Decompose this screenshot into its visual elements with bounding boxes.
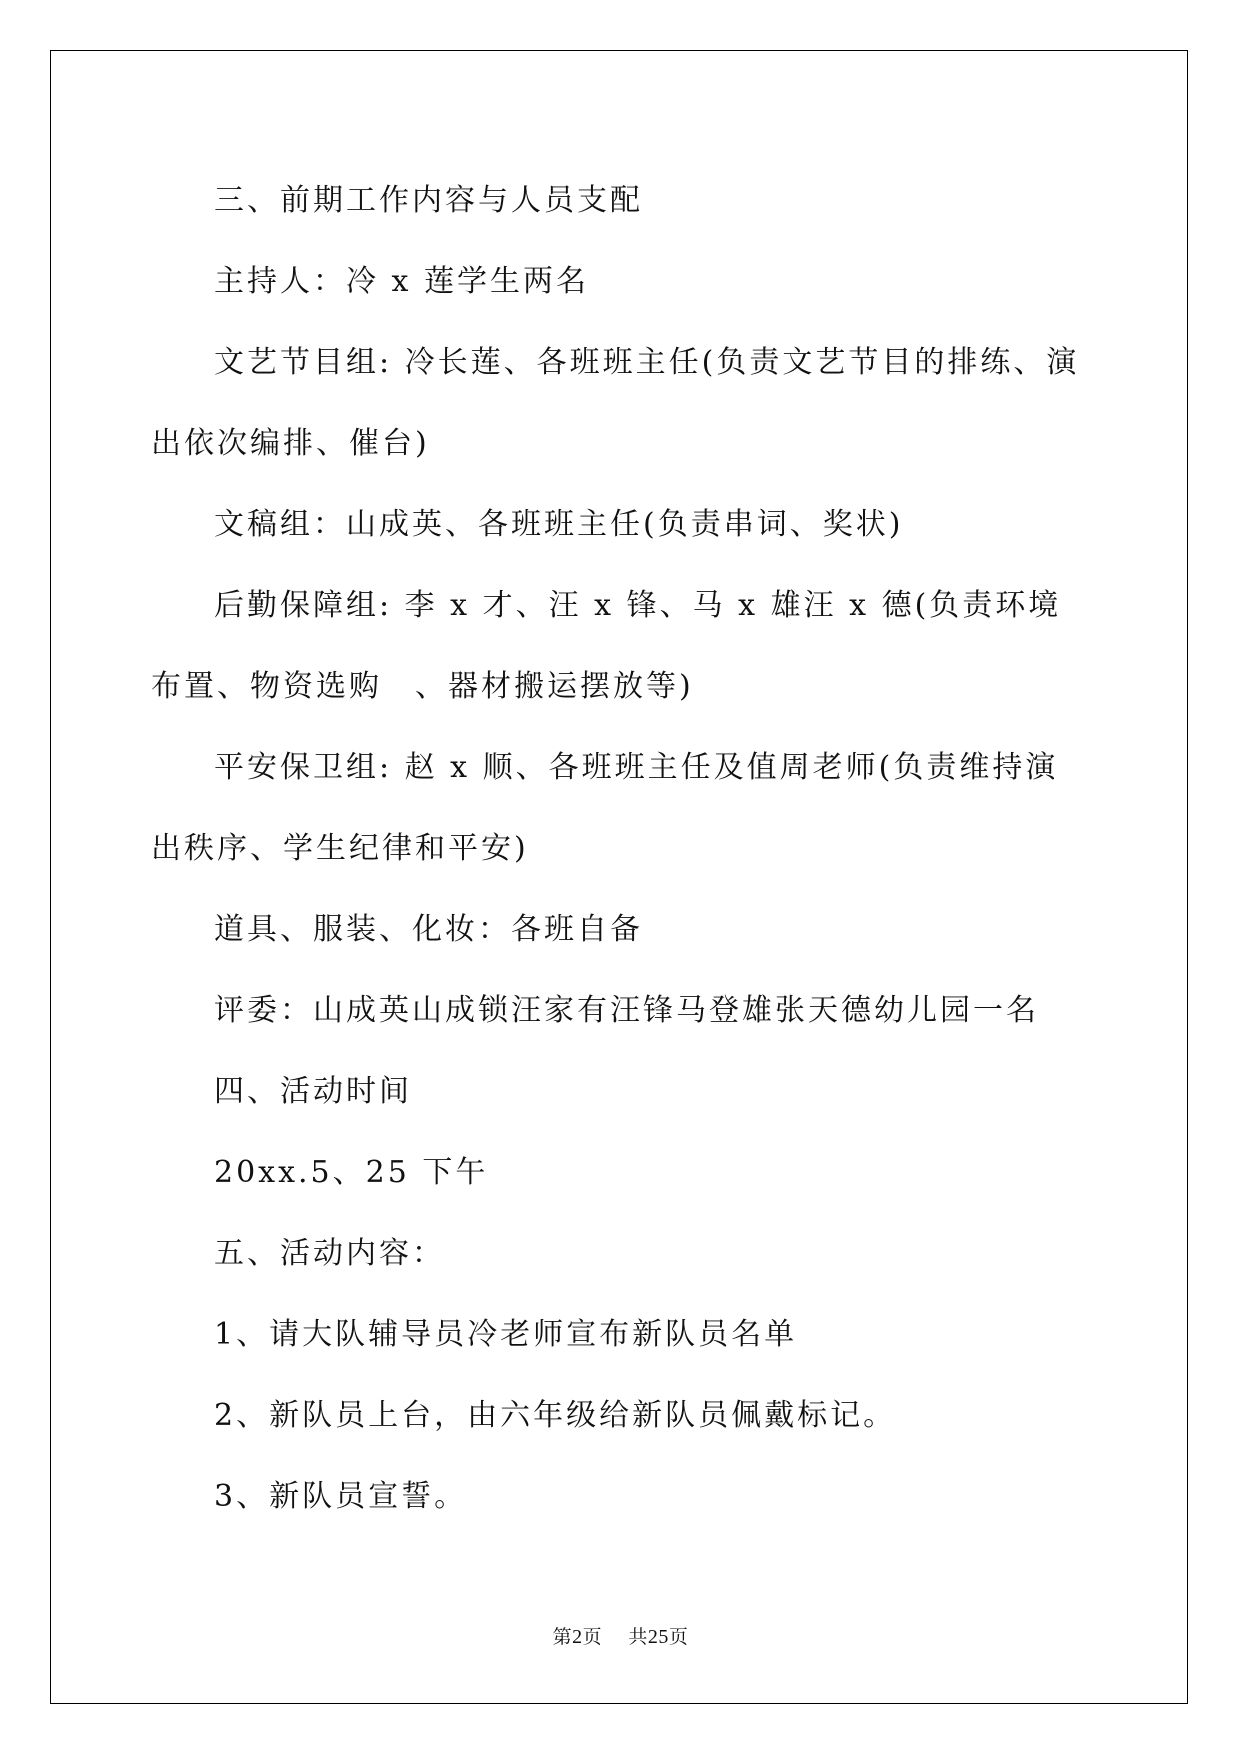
paragraph-performance-group: 文艺节目组: 冷长莲、各班班主任(负责文艺节目的排练、演出依次编排、催台) — [151, 345, 1080, 461]
paragraph-date: 20xx.5、25 下午 — [214, 1155, 489, 1190]
paragraph-security-group: 平安保卫组: 赵 x 顺、各班班主任及值周老师(负责维持演出秩序、学生纪律和平安) — [151, 750, 1059, 866]
list-item-1: 1、请大队辅导员冷老师宣布新队员名单 — [214, 1317, 798, 1352]
paragraph-judges: 评委：山成英山成锁汪家有汪锋马登雄张天德幼儿园一名 — [214, 993, 1039, 1028]
paragraph-props-costume: 道具、服装、化妆：各班自备 — [214, 912, 643, 947]
page-total: 25 — [647, 1626, 669, 1648]
paragraph-script-group: 文稿组：山成英、各班班主任(负责串词、奖状) — [214, 507, 904, 542]
list-item-2: 2、新队员上台，由六年级给新队员佩戴标记。 — [214, 1398, 897, 1433]
total-unit: 页 — [668, 1626, 689, 1648]
paragraph-logistics-group: 后勤保障组: 李 x 才、汪 x 锋、马 x 雄汪 x 德(负责环境布置、物资选购 、器材搬运摆放等) — [151, 588, 1062, 704]
paragraph-host: 主持人：冷 x 莲学生两名 — [214, 264, 589, 299]
page-prefix: 第 — [552, 1626, 573, 1648]
page-footer — [0, 1622, 1241, 1649]
section-heading-content: 五、活动内容： — [214, 1236, 445, 1271]
total-prefix: 共 — [628, 1626, 648, 1648]
section-heading-time: 四、活动时间 — [214, 1074, 412, 1109]
page-unit: 页 — [582, 1626, 603, 1648]
list-item-3: 3、新队员宣誓。 — [214, 1479, 468, 1514]
document-body — [151, 160, 1091, 1537]
section-heading-preparation: 三、前期工作内容与人员支配 — [214, 183, 643, 218]
page-current: 2 — [572, 1626, 583, 1648]
